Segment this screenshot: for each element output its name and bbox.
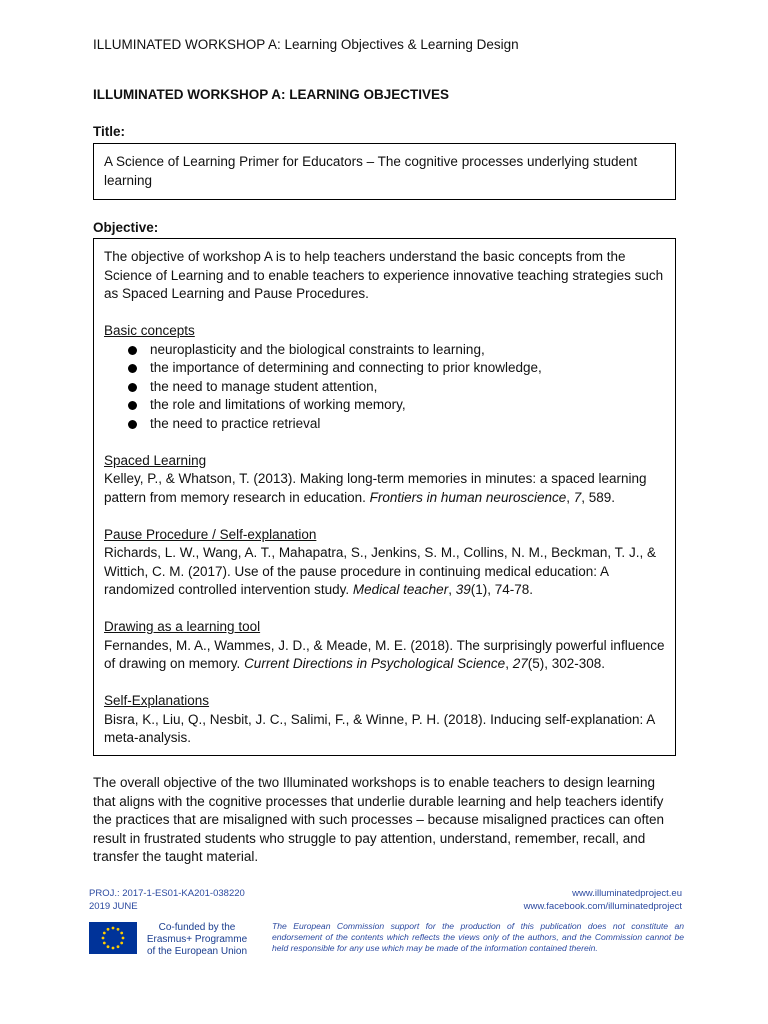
closing-paragraph: The overall objective of the two Illuminated workshops is to enable teachers to design learning that aligns with the cognitive processes that underlie durable learning and help teachers identify the practices that are misaligned with such processes – because misaligned practices can often result in frustrated students who struggle to pay attention, understand, remember, recall, and transfer the taught material. xyxy=(93,775,665,864)
drawing-reference: Fernandes, M. A., Wammes, J. D., & Meade, M. E. (2018). The surprisingly powerful influence of drawing on memory. Current Directions in Psychological Science, 27(5), 302-308. xyxy=(104,637,665,671)
eu-disclaimer: The European Commission support for the production of this publication does not constitute an endorsement of the contents which reflects the views only of the authors, and the Commission cannot be held responsible for any use which may be made of the information contained therein. xyxy=(272,921,684,953)
section-title: ILLUMINATED WORKSHOP A: LEARNING OBJECTIVES xyxy=(93,87,450,102)
title-box xyxy=(93,143,676,200)
bullet-icon xyxy=(128,420,137,429)
objective-box xyxy=(93,238,676,756)
objective-label: Objective: xyxy=(93,220,159,235)
running-header: ILLUMINATED WORKSHOP A: Learning Objectives & Learning Design xyxy=(93,37,519,52)
project-code: PROJ.: 2017-1-ES01-KA201-038220 xyxy=(89,888,245,899)
eu-stars-icon xyxy=(89,922,137,954)
basic-concepts-list xyxy=(104,341,665,434)
drawing-heading: Drawing as a learning tool xyxy=(104,619,261,634)
spaced-learning-reference: Kelley, P., & Whatson, T. (2013). Making long-term memories in minutes: a spaced learning pattern from memory research in education. Frontiers in human neuroscience, 7, 589. xyxy=(104,471,647,505)
eu-flag-icon xyxy=(89,922,137,954)
list-item: the need to practice retrieval xyxy=(128,415,665,434)
website-link[interactable]: www.illuminatedproject.eu xyxy=(572,888,682,899)
title-label: Title: xyxy=(93,124,126,139)
footer-links xyxy=(524,887,682,913)
pause-procedure-heading: Pause Procedure / Self-explanation xyxy=(104,526,317,542)
bullet-icon xyxy=(128,346,137,355)
self-explanations-reference: Bisra, K., Liu, Q., Nesbit, J. C., Salimi, F., & Winne, P. H. (2018). Inducing self-explanation: A meta-analysis. xyxy=(104,711,655,745)
publication-date: 2019 JUNE xyxy=(89,901,138,912)
bullet-icon xyxy=(128,383,137,392)
bullet-icon xyxy=(128,401,137,410)
list-item: the role and limitations of working memory, xyxy=(128,396,665,415)
cofund-statement: Co-funded by the Erasmus+ Programme of the European Union xyxy=(146,922,248,957)
bullet-icon xyxy=(128,364,137,373)
objective-intro: The objective of workshop A is to help teachers understand the basic concepts from the Science of Learning and to enable teachers to experience innovative teaching strategies such as Spaced Learning and Pause Procedures. xyxy=(104,249,664,301)
title-text: A Science of Learning Primer for Educators – The cognitive processes underlying student learning xyxy=(104,154,638,188)
footer-project-info xyxy=(89,887,245,913)
list-item: the need to manage student attention, xyxy=(128,378,665,397)
basic-concepts-heading: Basic concepts xyxy=(104,323,195,338)
list-item: the importance of determining and connecting to prior knowledge, xyxy=(128,359,665,378)
self-explanations-heading: Self-Explanations xyxy=(104,693,210,708)
spaced-learning-heading: Spaced Learning xyxy=(104,452,207,468)
pause-procedure-reference: Richards, L. W., Wang, A. T., Mahapatra, S., Jenkins, S. M., Collins, N. M., Beckman, T. J., & Wittich, C. M. (2017). Use of the pause procedure in continuing medical education: A randomized controlled intervention study. Medical teacher, 39(1), 74-78. xyxy=(104,545,656,597)
list-item: neuroplasticity and the biological constraints to learning, xyxy=(128,341,665,360)
facebook-link[interactable]: www.facebook.com/illuminatedproject xyxy=(523,901,682,912)
